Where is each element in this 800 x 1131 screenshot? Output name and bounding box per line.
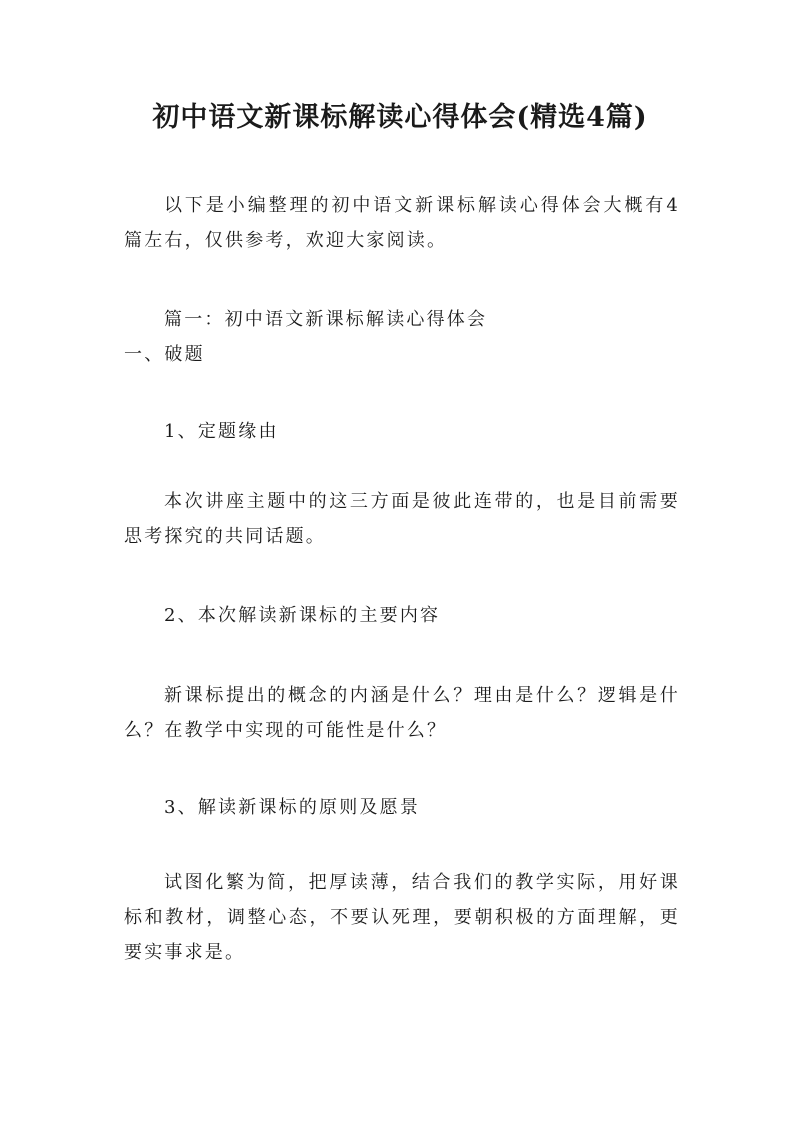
body-paragraph: 试图化繁为简，把厚读薄，结合我们的教学实际，用好课标和教材，调整心态，不要认死理，要朝积极的方面理解，更要实事求是。 (124, 872, 680, 963)
item-heading: 3、解读新课标的原则及愿景 (164, 797, 421, 818)
item-heading: 1、定题缘由 (164, 421, 279, 442)
intro-paragraph: 以下是小编整理的初中语文新课标解读心得体会大概有4篇左右，仅供参考，欢迎大家阅读。 (124, 195, 680, 251)
item-heading: 2、本次解读新课标的主要内容 (164, 605, 441, 626)
body-paragraph: 本次讲座主题中的这三方面是彼此连带的，也是目前需要思考探究的共同话题。 (124, 491, 680, 547)
section-heading: 篇一：初中语文新课标解读心得体会 (164, 309, 488, 330)
body-paragraph: 新课标提出的概念的内涵是什么？理由是什么？逻辑是什么？在教学中实现的可能性是什么？ (124, 685, 680, 741)
document-title: 初中语文新课标解读心得体会(精选4篇) (152, 102, 648, 133)
subsection-heading: 一、破题 (124, 344, 205, 365)
